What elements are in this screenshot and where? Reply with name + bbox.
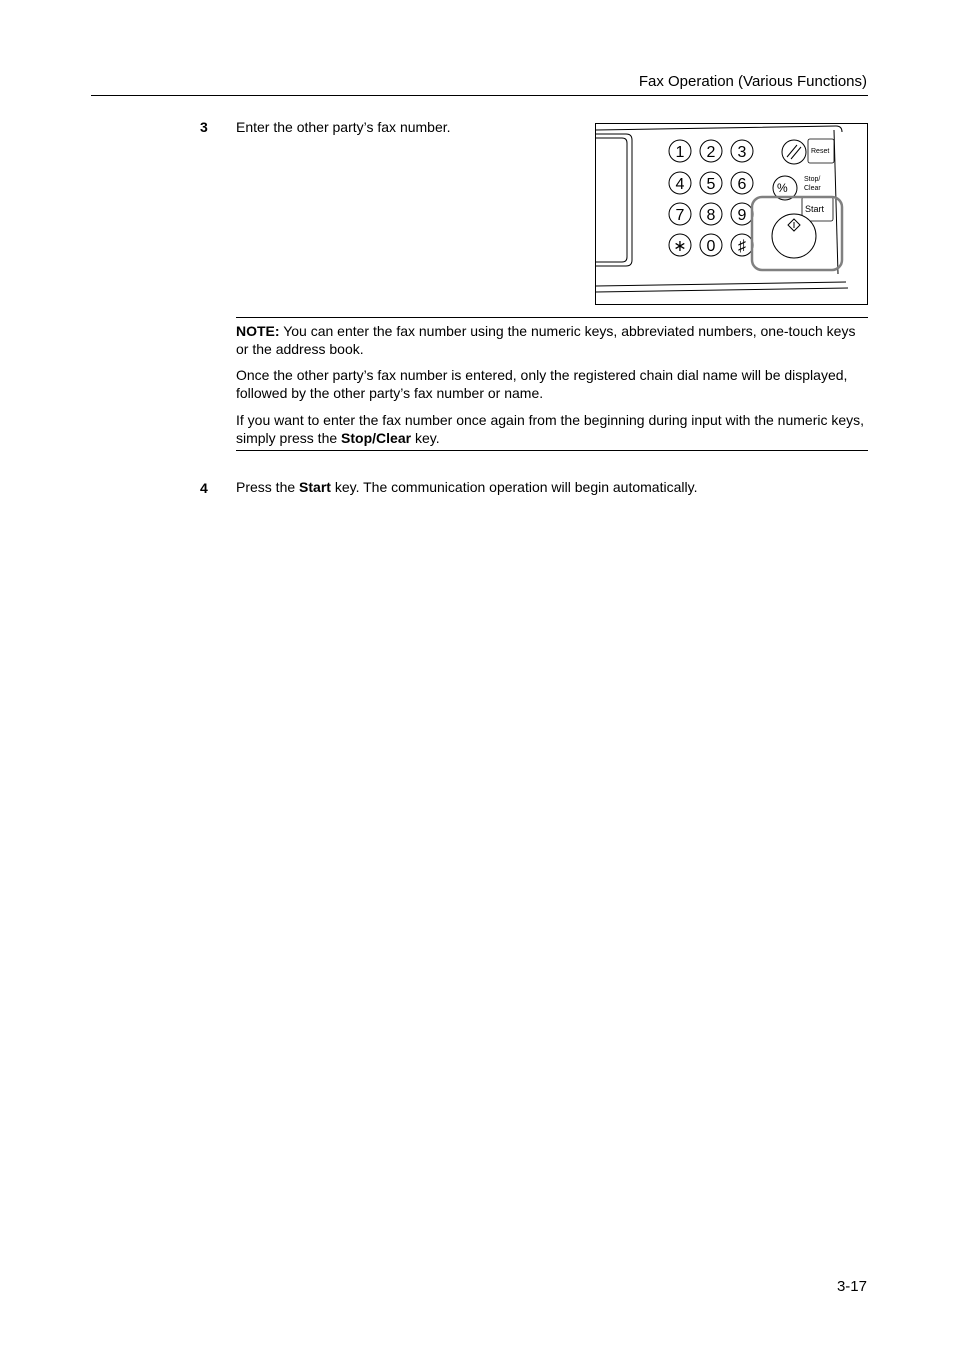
key-8-label: 8 — [706, 207, 716, 224]
panel-right-bezel — [834, 130, 838, 274]
step-4-text-pre: Press the — [236, 479, 300, 495]
panel-top-edge — [596, 126, 842, 132]
key-9-label: 9 — [737, 207, 747, 224]
header-title: Fax Operation (Various Functions) — [638, 73, 867, 90]
start-key-icon — [772, 214, 816, 258]
key-7-label: 7 — [675, 207, 685, 224]
start-label: Start — [805, 204, 825, 214]
note-box — [236, 317, 868, 451]
key-2-label: 2 — [706, 144, 716, 161]
stop-label-2: Clear — [804, 185, 821, 192]
display-screen — [596, 138, 627, 262]
step-4-text — [236, 478, 697, 496]
key-star-label: ∗ — [673, 238, 687, 255]
stop-label-1: Stop/ — [804, 176, 821, 183]
panel-bottom-edge — [596, 282, 846, 286]
note-text-1: You can enter the fax number using the numeric keys, abbreviated numbers, one-touch keys or the address book. — [236, 323, 856, 357]
reset-label: Reset — [811, 148, 830, 155]
note-paragraph-1 — [236, 322, 868, 358]
step-4-number: 4 — [200, 480, 208, 496]
note-text-3-pre: If you want to enter the fax number once again from the beginning during input with the numeric keys, simply press the — [236, 412, 865, 446]
step-4-text-bold: Start — [299, 479, 331, 495]
page-number: 3-17 — [836, 1278, 867, 1295]
step-3-text: Enter the other party’s fax number. — [236, 119, 451, 135]
panel-lower-edge — [596, 288, 848, 292]
key-4-label: 4 — [675, 176, 685, 193]
key-0-label: 0 — [706, 238, 716, 255]
key-6-label: 6 — [737, 176, 747, 193]
note-paragraph-2: Once the other party’s fax number is entered, only the registered chain dial name will be displayed, followed by the other party’s fax number or name. — [236, 367, 848, 401]
note-paragraph-3 — [236, 411, 868, 447]
reset-key-icon — [782, 140, 806, 164]
step-3-number: 3 — [200, 119, 208, 135]
operation-panel-illustration — [595, 123, 868, 305]
note-text-3-bold: Stop/Clear — [341, 430, 412, 446]
key-3-label: 3 — [737, 144, 747, 161]
stop-clear-symbol-icon: % — [777, 181, 788, 195]
header-rule — [91, 95, 868, 96]
key-1-label: 1 — [675, 144, 685, 161]
step-4-text-post: key. The communication operation will begin automatically. — [330, 479, 698, 495]
key-5-label: 5 — [706, 176, 716, 193]
key-hash-label: ♯ — [738, 238, 746, 255]
note-text-3-post: key. — [411, 430, 440, 446]
note-label: NOTE: — [236, 323, 280, 339]
operation-panel-drawing — [596, 124, 867, 304]
